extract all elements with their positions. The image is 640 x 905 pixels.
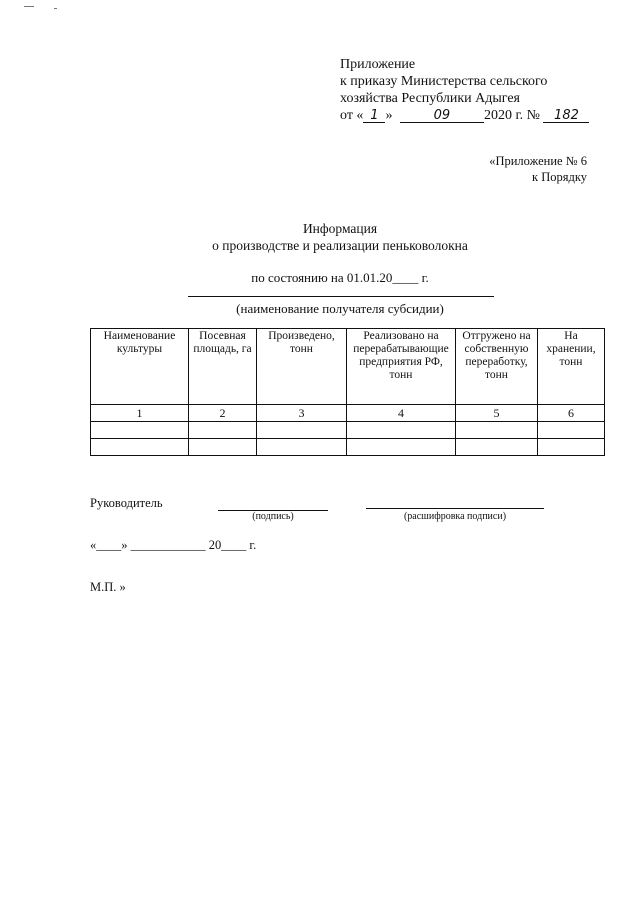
col-number: 4 <box>347 405 456 422</box>
col-number: 3 <box>257 405 347 422</box>
table-number-row <box>91 405 605 422</box>
year-and-number-label: 2020 г. № <box>483 108 540 123</box>
col-number: 6 <box>538 405 605 422</box>
signature-decode-line <box>366 508 544 509</box>
col-number: 2 <box>189 405 257 422</box>
as-of-date: по состоянию на 01.01.20____ г. <box>251 270 429 285</box>
appendix-line-2: к Порядку <box>532 170 587 184</box>
col-header-area: Посевная площадь, га <box>189 329 257 405</box>
table-row <box>91 422 605 439</box>
recipient-name-line <box>188 296 494 297</box>
col-header-sold: Реализовано на перерабатывающие предприятия РФ, тонн <box>347 329 456 405</box>
recipient-caption: (наименование получателя субсидии) <box>236 301 444 316</box>
table-header-row <box>91 329 605 405</box>
signature-caption: (подпись) <box>252 511 294 522</box>
title-line-1: Информация <box>302 221 378 236</box>
scan-mark <box>54 8 57 9</box>
col-number: 5 <box>456 405 538 422</box>
order-header <box>340 56 589 124</box>
handwritten-month: 09 <box>433 108 451 123</box>
date-prefix: от « <box>340 108 364 123</box>
col-header-produced: Произведено, тонн <box>257 329 347 405</box>
col-header-crop: Наименование культуры <box>91 329 189 405</box>
header-line-1: Приложение <box>340 57 416 72</box>
col-header-storage: На хранении, тонн <box>538 329 605 405</box>
document-title <box>0 220 640 254</box>
appendix-line-1: «Приложение № 6 <box>489 154 587 168</box>
production-table <box>90 328 605 456</box>
header-date-number <box>340 107 589 124</box>
col-header-shipped: Отгружено на собственную переработку, тонн <box>456 329 538 405</box>
header-line-3: хозяйства Республики Адыгея <box>340 91 520 106</box>
header-line-2: к приказу Министерства сельского <box>340 74 548 89</box>
col-number: 1 <box>91 405 189 422</box>
signature-decode-caption: (расшифровка подписи) <box>403 511 507 522</box>
handwritten-order-number: 182 <box>554 108 579 123</box>
table-row <box>91 439 605 456</box>
scan-mark <box>24 6 34 7</box>
appendix-note <box>489 153 587 185</box>
date-line: «____» ____________ 20____ г. <box>90 538 257 552</box>
quote-close: » <box>385 108 393 123</box>
title-line-2: о производстве и реализации пеньковолокна <box>212 238 468 253</box>
signature-role: Руководитель <box>90 496 163 510</box>
handwritten-day: 1 <box>370 108 379 123</box>
stamp-place: М.П. » <box>90 580 126 594</box>
